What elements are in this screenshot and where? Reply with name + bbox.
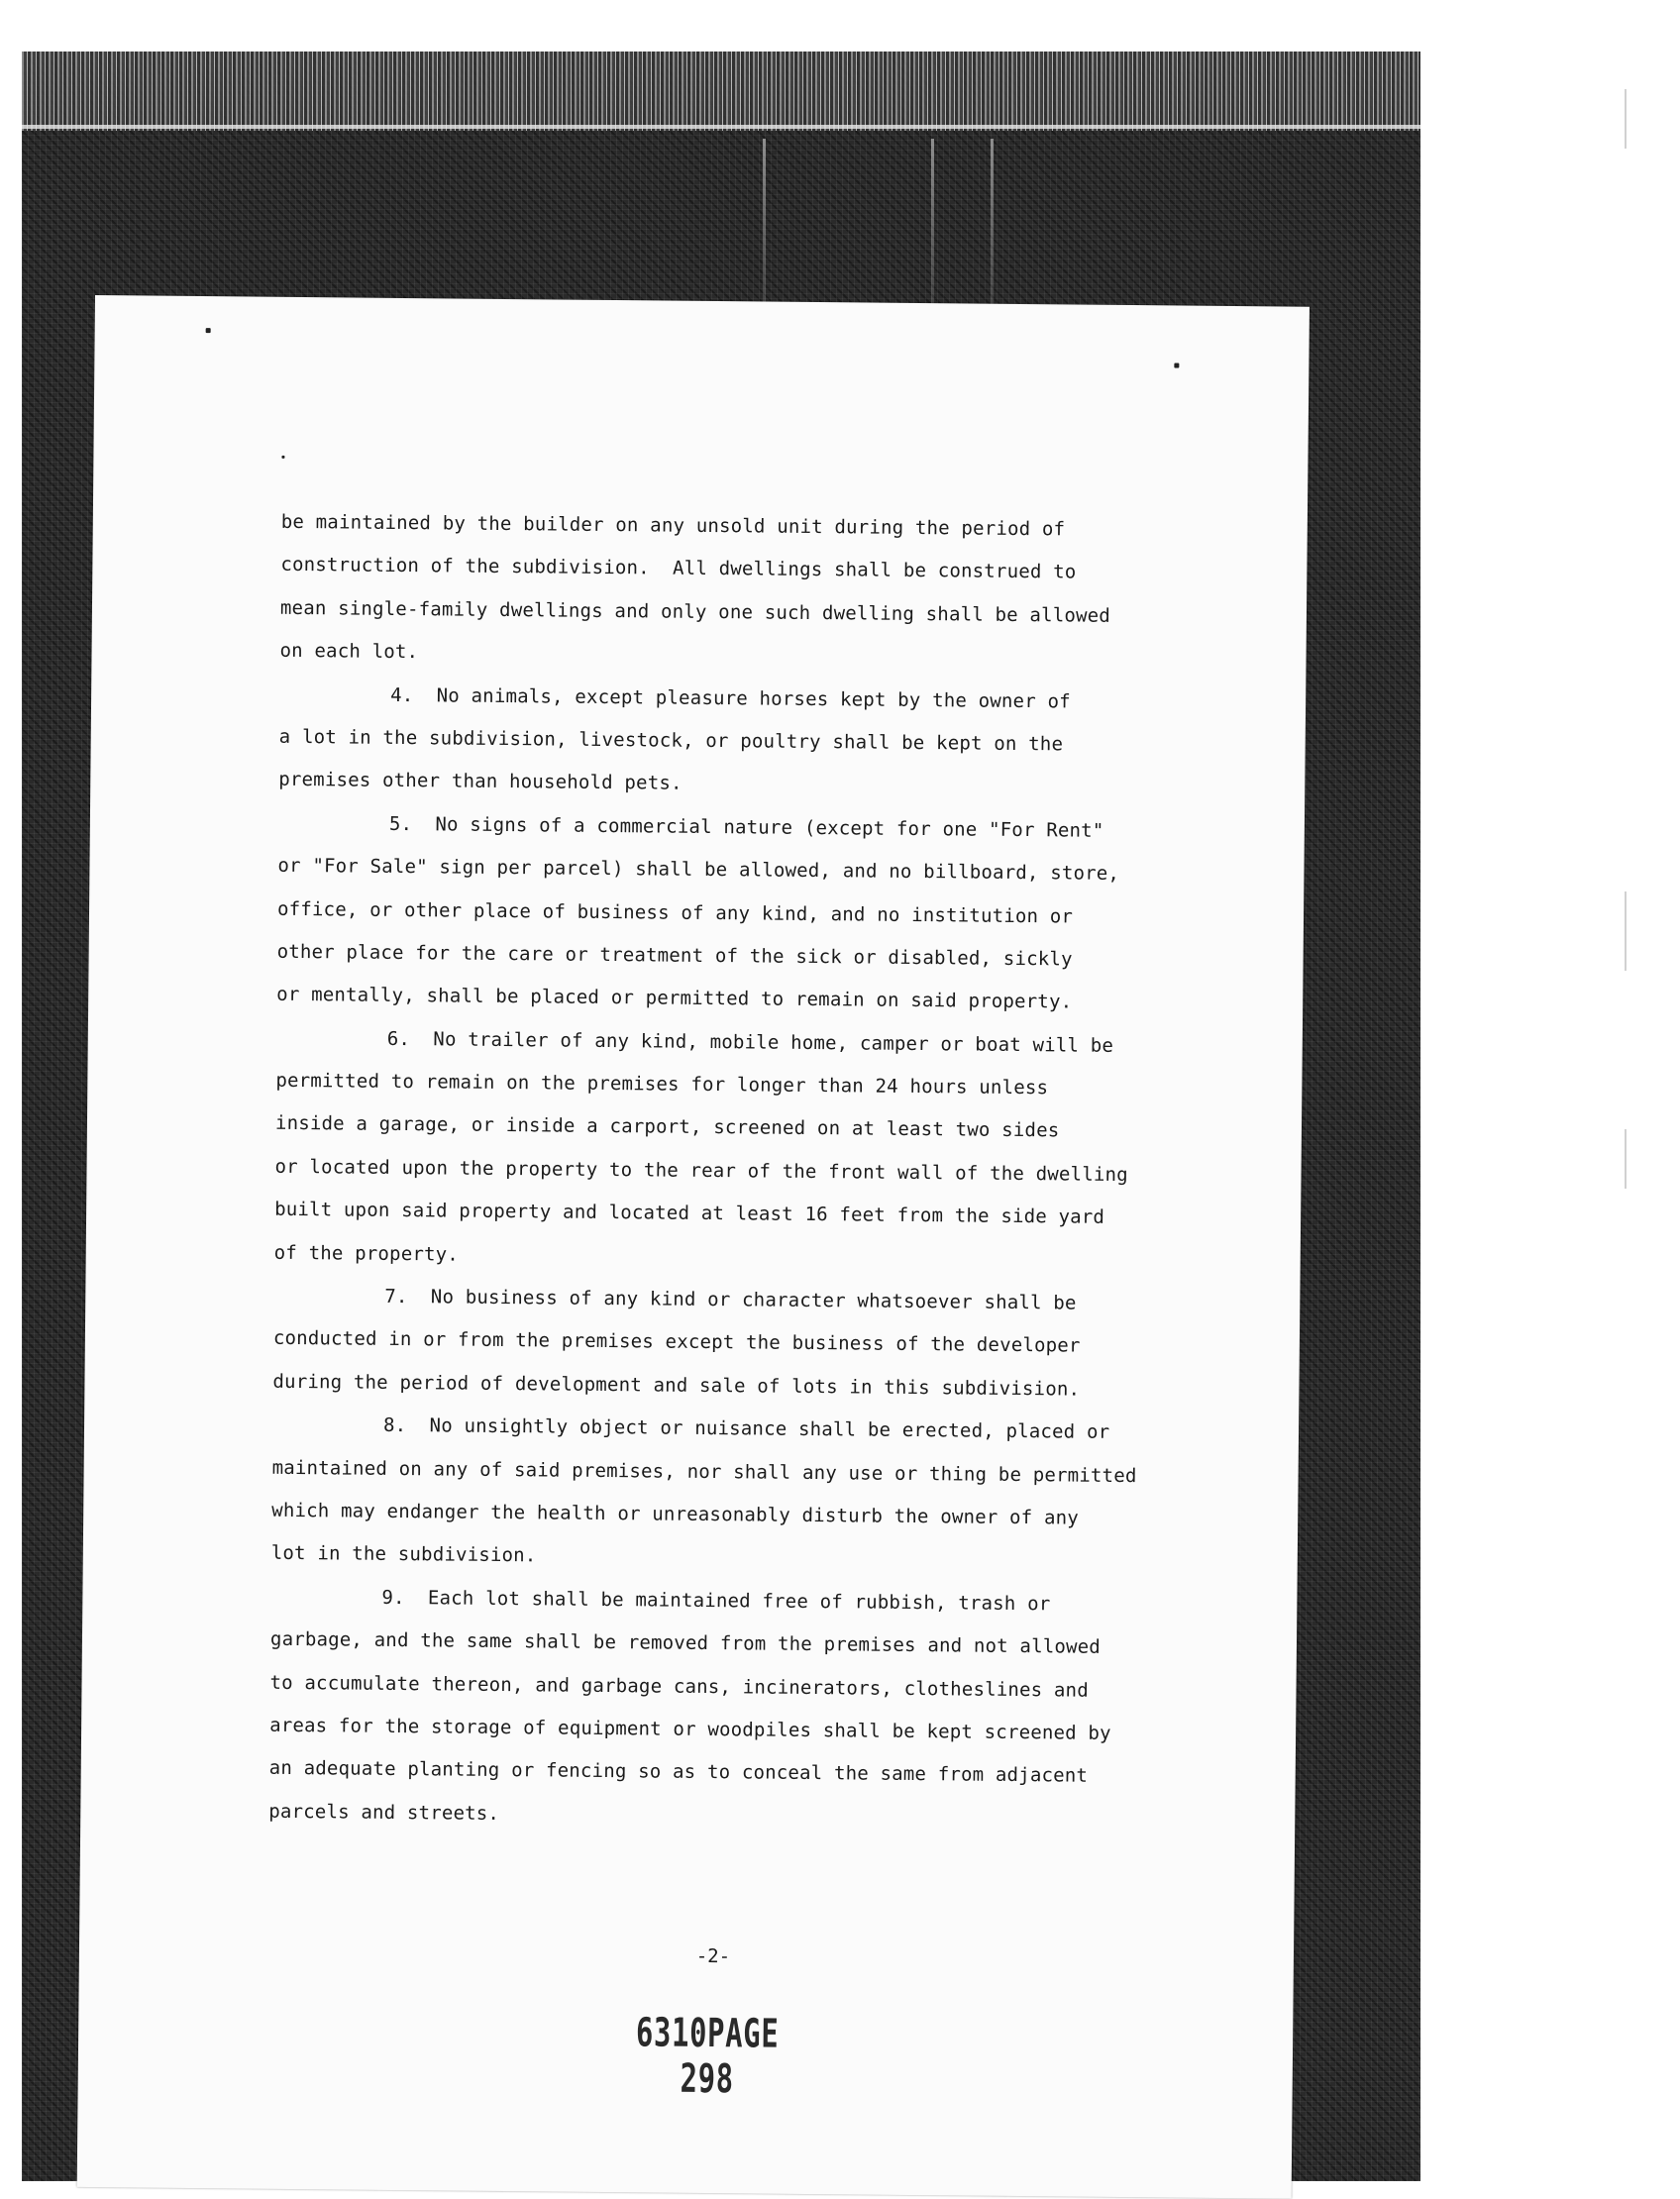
text-line: or mentally, shall be placed or permitted to remain on said property.: [276, 984, 1073, 1013]
text-line: premises other than household pets.: [278, 769, 682, 795]
book-page-stamp: 6310PAGE 298: [635, 2010, 780, 2103]
speck: [281, 456, 284, 459]
text-line: areas for the storage of equipment or woodpiles shall be kept screened by: [269, 1714, 1111, 1744]
scan-top-band: [22, 52, 1420, 131]
text-line: permitted to remain on the premises for longer than 24 hours unless: [275, 1069, 1049, 1100]
text-line: or located upon the property to the rear of the front wall of the dwelling: [274, 1155, 1128, 1186]
margin-mark: [1625, 891, 1627, 971]
paragraph-7-start: 7. No business of any kind or character whatsoever shall be: [384, 1285, 1077, 1314]
margin-mark: [1625, 89, 1627, 149]
page-number: -2-: [695, 1944, 731, 1968]
text-line: during the period of development and sale of lots in this subdivision.: [272, 1370, 1081, 1401]
text-line: other place for the care or treatment of the sick or disabled, sickly: [276, 940, 1073, 971]
document-page: [77, 295, 1310, 2199]
paragraph-9-start: 9. Each lot shall be maintained free of rubbish, trash or: [381, 1586, 1051, 1616]
text-line: a lot in the subdivision, livestock, or poultry shall be kept on the: [278, 725, 1064, 756]
text-line: garbage, and the same shall be removed from the premises and not allowed: [269, 1627, 1102, 1658]
text-line: which may endanger the health or unreasonably disturb the owner of any: [271, 1499, 1080, 1529]
text-line: office, or other place of business of any kind, and no institution or: [276, 897, 1074, 928]
paragraph-5-start: 5. No signs of a commercial nature (except for one "For Rent": [388, 812, 1104, 842]
text-line: construction of the subdivision. All dwellings shall be construed to: [280, 554, 1077, 583]
text-line: on each lot.: [279, 639, 419, 664]
speck: [206, 328, 211, 333]
text-line: built upon said property and located at least 16 feet from the side yard: [274, 1199, 1105, 1229]
text-line: of the property.: [273, 1241, 460, 1266]
text-line: an adequate planting or fencing so as to conceal the same from adjacent: [268, 1757, 1089, 1788]
text-line: maintained on any of said premises, nor shall any use or thing be permitted: [271, 1456, 1137, 1487]
document-body: [268, 501, 1232, 1842]
text-line: parcels and streets.: [268, 1800, 500, 1825]
scan-rule-line: [22, 125, 1420, 129]
text-line: conducted in or from the premises except the business of the developer: [272, 1327, 1081, 1358]
text-line: be maintained by the builder on any unsold unit during the period of: [280, 510, 1066, 541]
margin-mark: [1625, 1129, 1627, 1189]
text-line: inside a garage, or inside a carport, screened on at least two sides: [274, 1112, 1060, 1142]
speck: [1174, 363, 1179, 367]
paragraph-4-start: 4. No animals, except pleasure horses kept by the owner of: [390, 683, 1071, 713]
paragraph-8-start: 8. No unsightly object or nuisance shall be erected, placed or: [382, 1414, 1110, 1444]
text-line: or "For Sale" sign per parcel) shall be allowed, and no billboard, store,: [277, 854, 1120, 886]
text-line: lot in the subdivision.: [270, 1542, 537, 1567]
text-line: mean single-family dwellings and only one such dwelling shall be allowed: [279, 596, 1111, 627]
paragraph-6-start: 6. No trailer of any kind, mobile home, camper or boat will be: [386, 1027, 1114, 1057]
text-line: to accumulate thereon, and garbage cans, incinerators, clotheslines and: [269, 1671, 1090, 1702]
